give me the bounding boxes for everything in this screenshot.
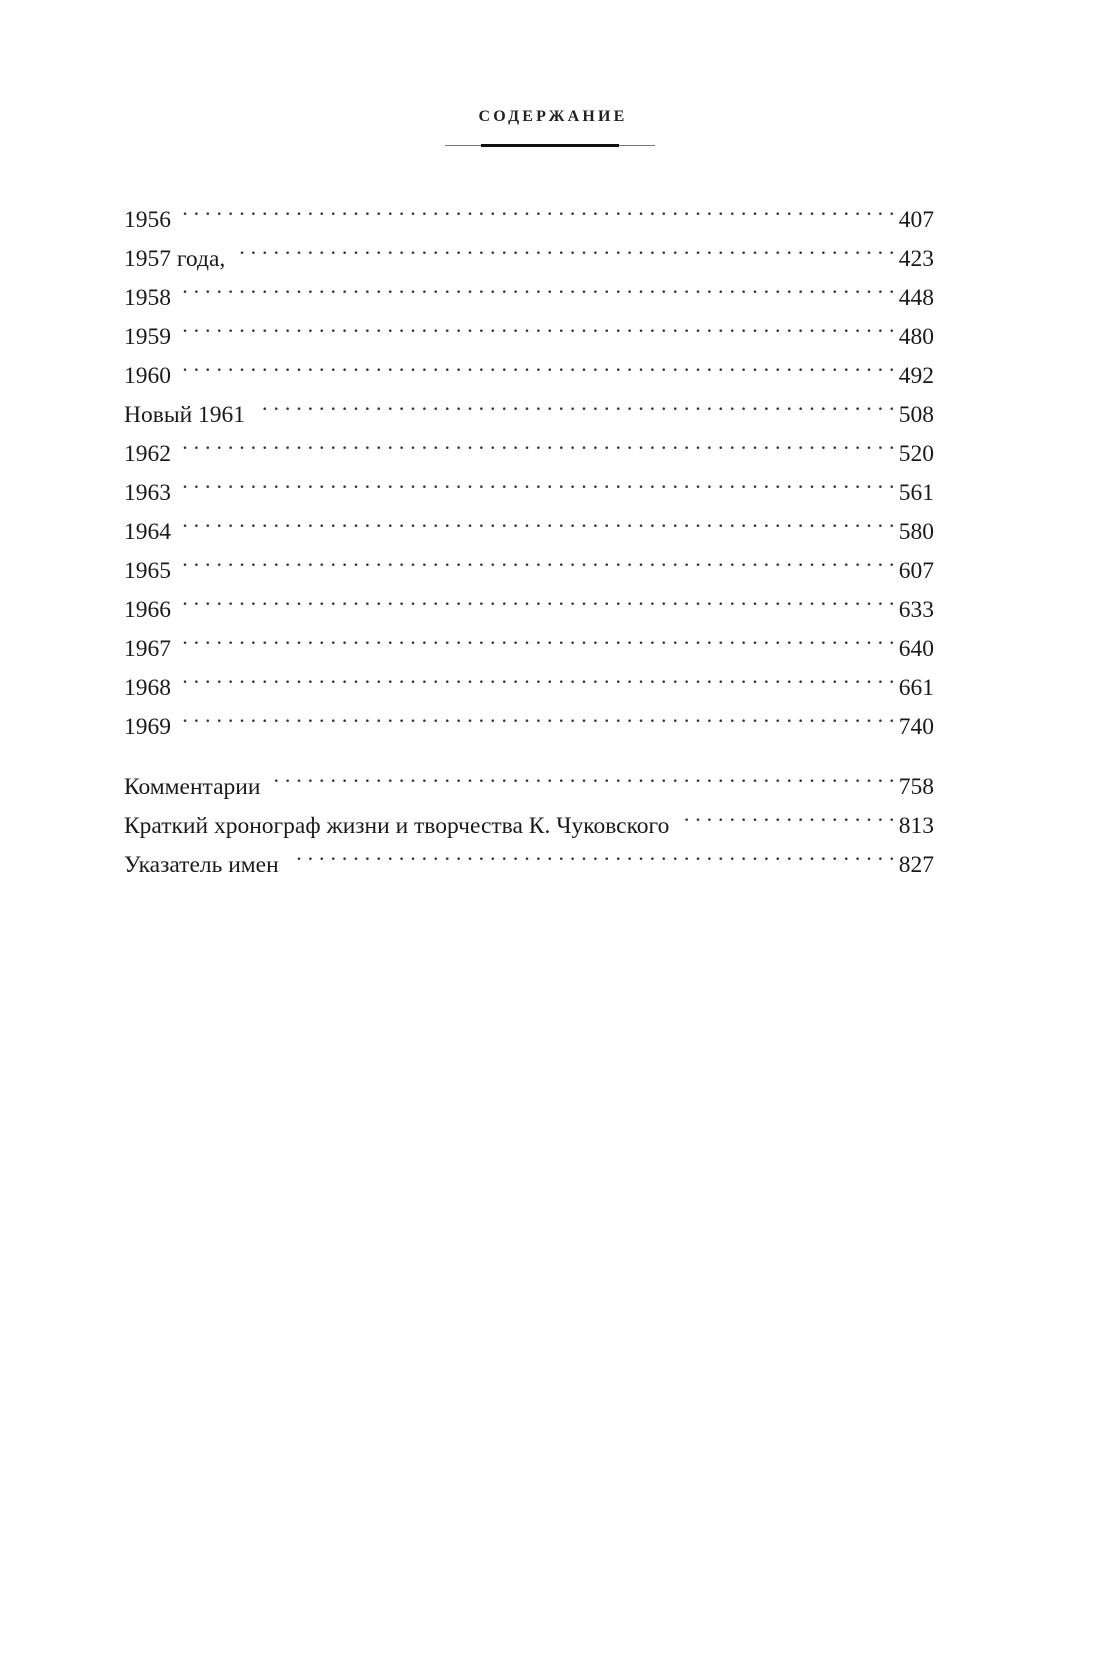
dot-leader <box>181 344 895 383</box>
toc-entry-page: 492 <box>898 363 934 389</box>
table-of-contents <box>124 188 934 878</box>
toc-entry <box>124 578 934 623</box>
dot-leader <box>270 755 894 794</box>
toc-entry-label: 1957 года, <box>124 246 226 272</box>
toc-entry <box>124 539 934 584</box>
toc-entry-page: 633 <box>898 597 934 623</box>
toc-entry-page: 508 <box>898 402 934 428</box>
toc-entry-label: 1965 <box>124 558 171 584</box>
dot-leader <box>181 305 895 344</box>
dot-leader <box>181 617 895 656</box>
toc-entry-page: 758 <box>898 774 934 800</box>
toc-entry-label: Комментарии <box>124 774 261 800</box>
toc-entry-page: 520 <box>898 441 934 467</box>
toc-entry-label: 1967 <box>124 636 171 662</box>
toc-entry <box>124 383 934 428</box>
dot-leader <box>235 227 894 266</box>
dot-leader <box>255 383 895 422</box>
running-title: СОДЕРЖАНИЕ <box>478 108 628 125</box>
dot-leader <box>181 578 895 617</box>
toc-entry-page: 827 <box>898 852 934 878</box>
dot-leader <box>181 500 895 539</box>
toc-entry <box>124 656 934 701</box>
toc-entry-page: 423 <box>898 246 934 272</box>
toc-entry-label: 1956 <box>124 207 171 233</box>
dot-leader <box>181 188 895 227</box>
toc-entry-page: 448 <box>898 285 934 311</box>
toc-appendices-group <box>124 755 934 878</box>
toc-entry <box>124 266 934 311</box>
toc-entry <box>124 422 934 467</box>
toc-entry-page: 480 <box>898 324 934 350</box>
toc-entry-label: 1964 <box>124 519 171 545</box>
dot-leader <box>181 266 895 305</box>
toc-entry-page: 661 <box>898 675 934 701</box>
toc-entry-page: 407 <box>898 207 934 233</box>
toc-entry-label: 1969 <box>124 714 171 740</box>
toc-entry-label: Краткий хронограф жизни и творчества К. Чуковского <box>124 813 670 839</box>
toc-years-group <box>124 188 934 740</box>
toc-entry-page: 607 <box>898 558 934 584</box>
toc-entry-label: 1962 <box>124 441 171 467</box>
toc-entry <box>124 344 934 389</box>
toc-entry-page: 813 <box>898 813 934 839</box>
toc-entry <box>124 227 934 272</box>
dot-leader <box>181 461 895 500</box>
toc-entry-label: 1960 <box>124 363 171 389</box>
toc-entry-label: Указатель имен <box>124 852 279 878</box>
toc-entry-label: 1958 <box>124 285 171 311</box>
toc-entry-label: 1963 <box>124 480 171 506</box>
toc-entry-label: 1966 <box>124 597 171 623</box>
dot-leader <box>679 794 894 833</box>
toc-entry-page: 740 <box>898 714 934 740</box>
toc-entry-page: 580 <box>898 519 934 545</box>
dot-leader <box>181 695 895 734</box>
toc-entry-page: 640 <box>898 636 934 662</box>
page-header <box>0 108 1100 150</box>
toc-entry-label: Новый 1961 <box>124 402 246 428</box>
toc-entry <box>124 461 934 506</box>
toc-entry <box>124 500 934 545</box>
ornament-thick-line <box>481 144 619 147</box>
dot-leader <box>181 539 895 578</box>
dot-leader <box>181 656 895 695</box>
title-ornament-rule <box>445 142 655 150</box>
toc-entry <box>124 695 934 740</box>
toc-entry <box>124 755 934 800</box>
toc-entry <box>124 617 934 662</box>
toc-entry <box>124 305 934 350</box>
dot-leader <box>181 422 895 461</box>
toc-entry-label: 1959 <box>124 324 171 350</box>
toc-entry <box>124 188 934 233</box>
toc-entry-label: 1968 <box>124 675 171 701</box>
toc-entry-page: 561 <box>898 480 934 506</box>
dot-leader <box>289 833 895 872</box>
